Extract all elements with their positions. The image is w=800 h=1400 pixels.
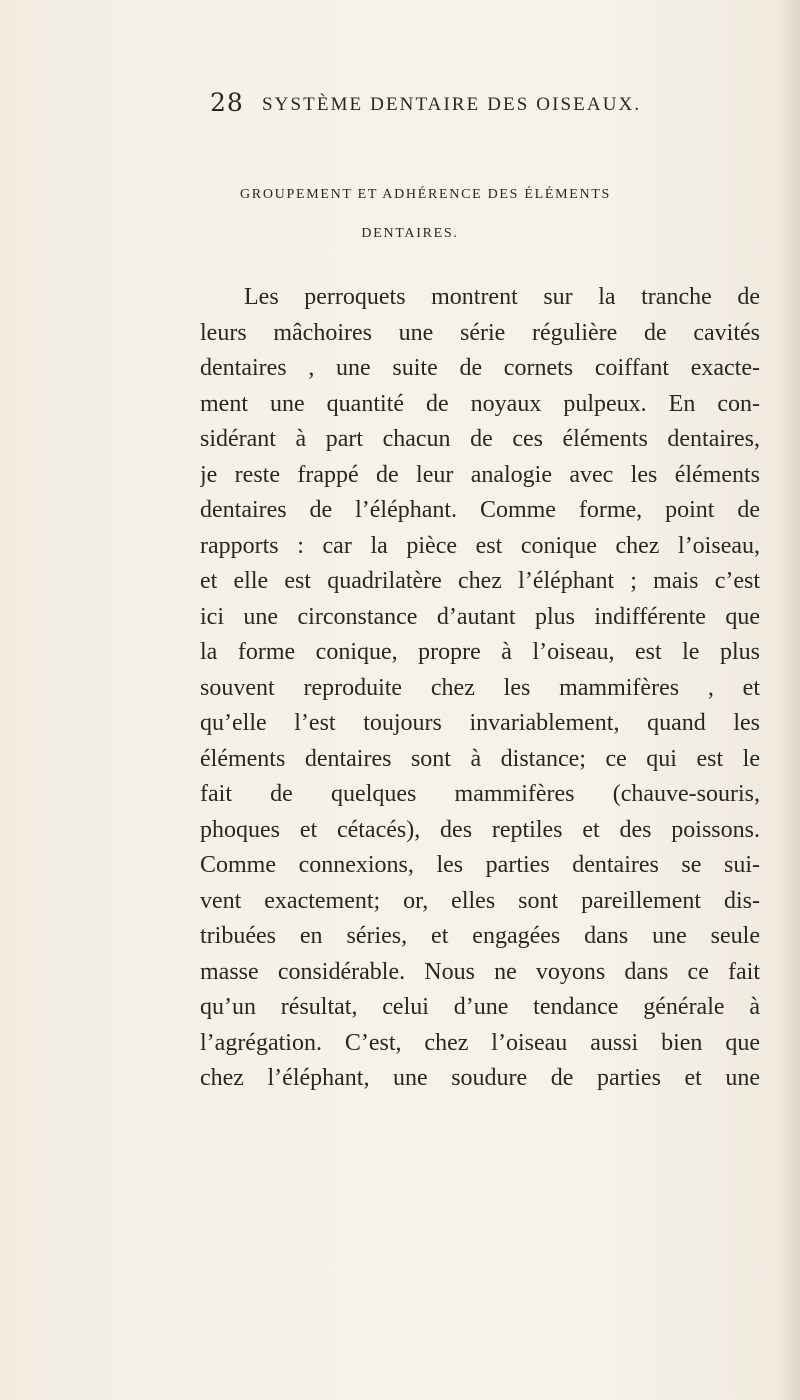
section-title-line: DENTAIRES. [361, 226, 459, 241]
text-line: sidérant à part chacun de ces éléments dentaires, [200, 426, 760, 452]
text-line: masse considérable. Nous ne voyons dans ce fait [200, 958, 760, 985]
text-line: Les perroquets montrent sur la tranche de [244, 284, 760, 310]
text-line: ment une quantité de noyaux pulpeux. En con- [200, 390, 760, 417]
section-title [240, 175, 612, 253]
text-line: et elle est quadrilatère chez l’éléphant ; mais c’est [200, 568, 760, 594]
text-line: dentaires de l’éléphant. Comme forme, point de [200, 497, 760, 523]
text-line: je reste frappé de leur analogie avec les éléments [200, 461, 760, 488]
text-line: Comme connexions, les parties dentaires se sui- [200, 852, 760, 878]
page-number: 28 [210, 88, 244, 117]
page-header [210, 88, 670, 122]
text-line: l’agrégation. C’est, chez l’oiseau aussi bien que [200, 1029, 760, 1056]
running-title: SYSTÈME DENTAIRE DES OISEAUX. [262, 94, 642, 115]
text-line: fait de quelques mammifères (chauve-souris, [200, 781, 760, 807]
text-line: rapports : car la pièce est conique chez l’oiseau, [200, 532, 760, 559]
page-edge-shadow [778, 0, 800, 1400]
section-title-line: GROUPEMENT ET ADHÉRENCE DES ÉLÉMENTS [240, 187, 612, 202]
text-line: qu’elle l’est toujours invariablement, quand les [200, 710, 760, 736]
text-line: souvent reproduite chez les mammifères , et [200, 674, 760, 701]
text-line: ici une circonstance d’autant plus indifférente que [200, 603, 760, 630]
text-line: vent exactement; or, elles sont pareillement dis- [200, 887, 760, 914]
text-line: phoques et cétacés), des reptiles et des poissons. [200, 816, 760, 843]
text-line: tribuées en séries, et engagées dans une seule [200, 923, 760, 949]
text-line: dentaires , une suite de cornets coiffant exacte- [200, 355, 760, 381]
text-line: éléments dentaires sont à distance; ce qui est le [200, 745, 760, 772]
text-line: chez l’éléphant, une soudure de parties et une [200, 1065, 760, 1091]
text-line: leurs mâchoires une série régulière de cavités [200, 319, 760, 346]
body-paragraph [200, 280, 760, 1097]
text-line: la forme conique, propre à l’oiseau, est le plus [200, 639, 760, 665]
text-line: qu’un résultat, celui d’une tendance générale à [200, 994, 760, 1020]
